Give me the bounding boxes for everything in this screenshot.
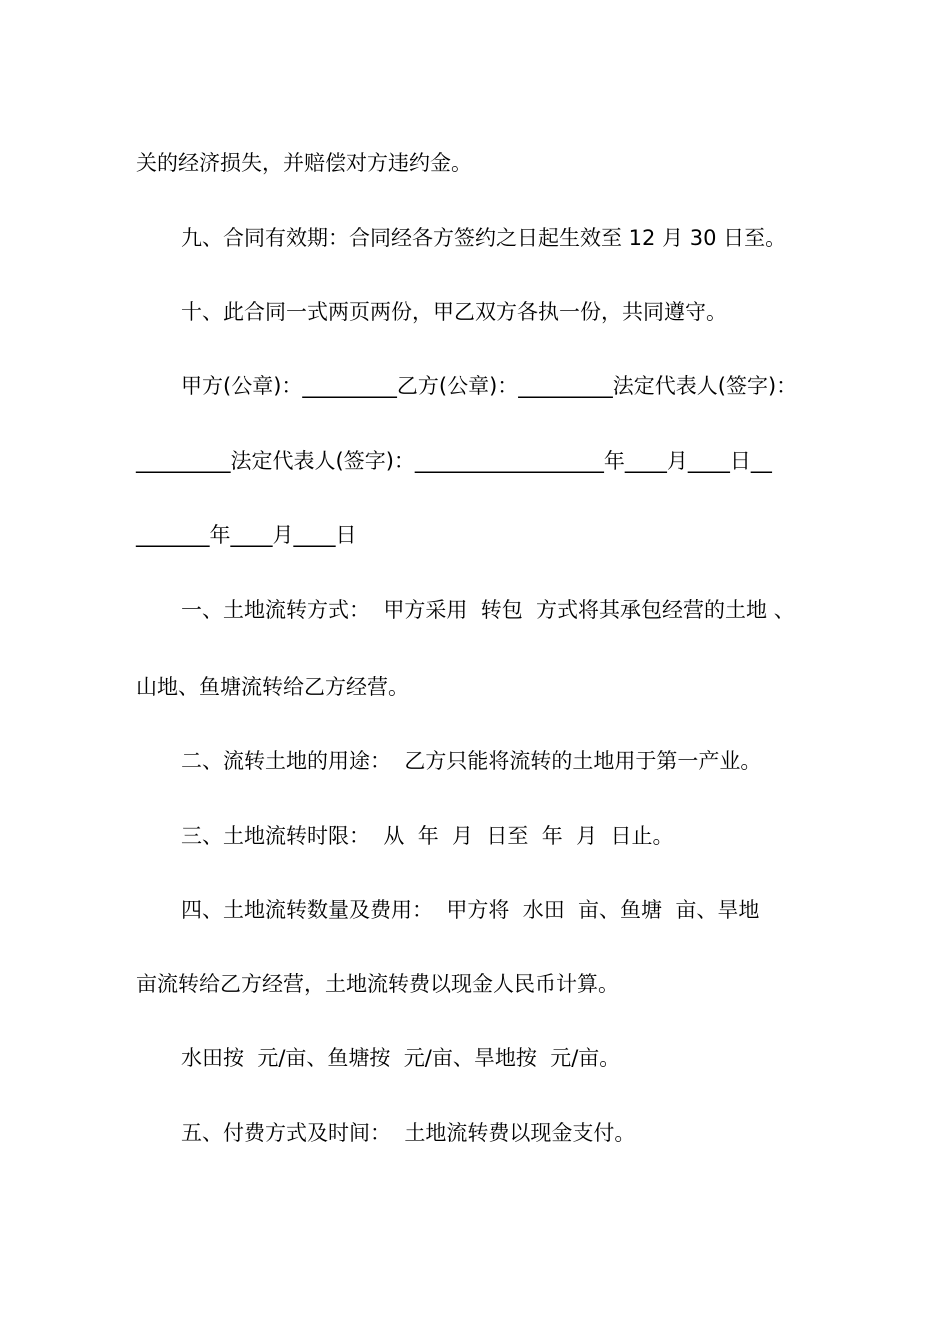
text-line: 三、土地流转时限： 从 年 月 日至 年 月 日止。 (181, 824, 674, 848)
text-line: _________法定代表人(签字)：__________________年____月____日__ (136, 449, 772, 473)
text-line: 二、流转土地的用途： 乙方只能将流转的土地用于第一产业。 (181, 749, 762, 773)
text-line: 关的经济损失，并赔偿对方违约金。 (136, 151, 472, 175)
text-line: 一、土地流转方式： 甲方采用 转包 方式将其承包经营的土地 、 (181, 598, 795, 622)
text-line: 亩流转给乙方经营，土地流转费以现金人民币计算。 (136, 972, 619, 996)
text-line: 甲方(公章)：_________乙方(公章)：_________法定代表人(签字)： (181, 374, 798, 398)
text-line: 九、合同有效期：合同经各方签约之日起生效至 12 月 30 日至。 (181, 226, 787, 250)
text-line: 山地、鱼塘流转给乙方经营。 (136, 675, 409, 699)
text-line: 五、付费方式及时间： 土地流转费以现金支付。 (181, 1121, 636, 1145)
text-line: _______年____月____日 (136, 523, 357, 547)
text-line: 四、土地流转数量及费用： 甲方将 水田 亩、鱼塘 亩、旱地 (181, 898, 760, 922)
text-line: 水田按 元/亩、鱼塘按 元/亩、旱地按 元/亩。 (181, 1046, 621, 1070)
text-line: 十、此合同一式两页两份，甲乙双方各执一份，共同遵守。 (181, 300, 727, 324)
